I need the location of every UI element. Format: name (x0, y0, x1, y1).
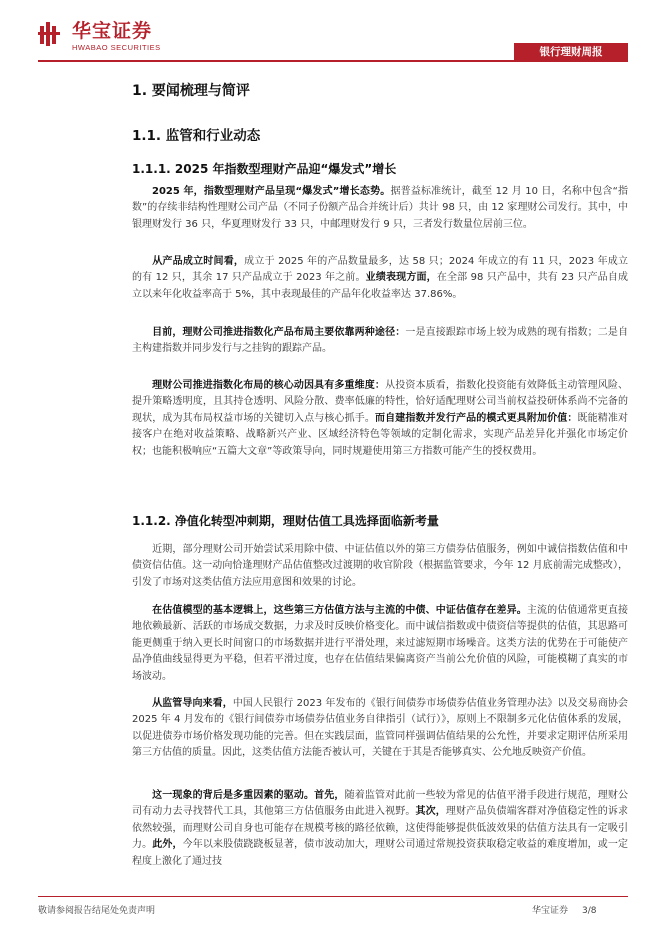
header-divider (38, 60, 628, 62)
paragraph-index-growth (132, 184, 628, 233)
paragraph-third-party-valuation (132, 542, 628, 591)
paragraph-lead: 理财公司推进指数化布局的核心动因具有多重维度： (152, 380, 386, 391)
paragraph-text: 主流的估值通常更直接地依赖最新、活跃的市场成交数据，力求及时反映价格变化。而中诚信指数或中债资信等提供的估值，其思路可能更侧重于纳入更长时间窗口的市场数据并进行平滑处理，来过滤短期市场噪音。这类方法的优势在于可能使产品净值曲线显得更为平稳，但若平滑过度，也存在估值结果偏离资产当前公允价值的风险，可能模糊了真实的市场波动。 (132, 605, 629, 682)
paragraph-establishment (132, 254, 628, 303)
page-header (0, 0, 662, 70)
paragraph-approaches (132, 325, 628, 358)
brand-name-cn: 华宝证券 (72, 20, 153, 42)
paragraph-text: 中国人民银行 2023 年发布的《银行间债券市场债券估值业务管理办法》以及交易商协会 2025 年 4 月发布的《银行间债券市场债券估值业务自律指引（试行）》，原则上不限制多元化估值体系的发展，以促进债券市场价格发现功能的完善。但在实践层面，监管同样强调估值结果的公允性，并要求定期评估所采用第三方估值的质量。因此，这类估值方法能否被认可，关键在于其是否能够真实、公允地反映资产价值。 (132, 698, 629, 759)
paragraph-regulation (132, 696, 628, 762)
paragraph-text: 近期，部分理财公司开始尝试采用除中债、中证估值以外的第三方债券估值服务，例如中诚信指数估值和中债资信估值。这一动向恰逢理财产品估值整改过渡期的收官阶段（根据监管要求，今年 12 月底前需完成整改），引发了市场对这类估值方法应用意图和效果的讨论。 (132, 544, 628, 588)
paragraph-valuation-logic (132, 603, 628, 685)
paragraph-text: 据普益标准统计，截至 12 月 10 日，名称中包含“指数”的存续非结构性理财公司产品（不同子份额产品合并统计后）共计 98 只，由 12 家理财公司发行。其中，中银理财发行 36 只，华夏理财发行 33 只，中邮理财发行 9 只，三者发行数量位居前三位。 (132, 186, 628, 230)
paragraph-lead: 其次， (415, 806, 446, 818)
footer-divider (38, 896, 628, 897)
paragraph-lead: 从产品成立时间看， (152, 256, 245, 267)
paragraph-lead: 而自建指数并发行产品的模式更具附加价值： (375, 412, 578, 424)
paragraph-lead: 2025 年，指数型理财产品呈现“爆发式”增长态势。 (152, 186, 391, 197)
paragraph-text: 理财产品负债端客群对净值稳定性的诉求依然较强，而理财公司自身也可能存在规模考核的路径依赖，这使得能够提供低波效果的估值方法具有一定吸引力。 (132, 806, 628, 851)
paragraph-text: 今年以来股债跷跷板显著，债市波动加大，理财公司通过常规投资获取稳定收益的难度增加，或一定程度上激化了通过技 (132, 839, 628, 867)
section-title-1-1-2: 1.1.2. 净值化转型冲刺期，理财估值工具选择面临新考量 (132, 514, 439, 528)
report-tag: 银行理财周报 (514, 43, 628, 62)
paragraph-lead: 目前，理财公司推进指数化产品布局主要依靠两种途径： (152, 327, 406, 338)
footer-info (532, 903, 597, 916)
paragraph-text: 随着监管对此前一些较为常见的估值平滑手段进行规范，理财公司有动力去寻找替代工具，其他第三方估值服务由此进入视野。 (132, 790, 629, 818)
section-title-1: 1. 要闻梳理与简评 (132, 83, 250, 99)
paragraph-lead: 业绩表现方面， (365, 272, 437, 284)
paragraph-text: 在全部 98 只产品中，共有 23 只产品自成立以来年化收益率高于 5%，其中表现最佳的产品年化收益率达 37.86%。 (132, 272, 628, 300)
section-title-1-1-1: 1.1.1. 2025 年指数型理财产品迎“爆发式”增长 (132, 162, 397, 176)
paragraph-lead: 从监管导向来看， (152, 698, 233, 709)
paragraph-text: 既能精准对接客户在绝对收益策略、战略新兴产业、区域经济特色等领域的定制化需求，实现产品差异化并强化市场定价权；也能积极响应“五篇大文章”等政策导向，同时规避使用第三方指数可能产生的授权费用。 (132, 412, 628, 457)
page-number: 3/8 (582, 906, 597, 916)
paragraph-text: 从投资本质看，指数化投资能有效降低主动管理风险、提升策略透明度，且其持仓透明、风险分散、费率低廉的特性，恰好适配理财公司当前权益投研体系尚不完备的现状，成为其布局权益市场的关键切入点与核心抓手。 (132, 380, 629, 424)
brand-logo (38, 20, 161, 52)
brand-logo-icon (38, 20, 66, 48)
footer-company: 华宝证券 (532, 906, 569, 916)
paragraph-motives (132, 378, 628, 460)
footer-disclaimer: 敬请参阅报告结尾处免责声明 (38, 906, 156, 916)
paragraph-lead: 这一现象的背后是多重因素的驱动。首先， (152, 790, 345, 801)
paragraph-drivers (132, 788, 628, 870)
section-title-1-1: 1.1. 监管和行业动态 (132, 128, 261, 144)
paragraph-lead: 此外， (152, 839, 183, 851)
paragraph-text: 一是直接跟踪市场上较为成熟的现有指数；二是自主构建指数并同步发行与之挂钩的跟踪产品。 (132, 327, 629, 355)
brand-name-en: HWABAO SECURITIES (72, 43, 161, 52)
paragraph-text: 成立于 2025 年的产品数量最多，达 58 只；2024 年成立的有 11 只，2023 年成立的有 12 只，其余 17 只产品成立于 2023 年之前。 (132, 256, 628, 284)
paragraph-lead: 在估值模型的基本逻辑上，这些第三方估值方法与主流的中债、中证估值存在差异。 (152, 605, 527, 616)
